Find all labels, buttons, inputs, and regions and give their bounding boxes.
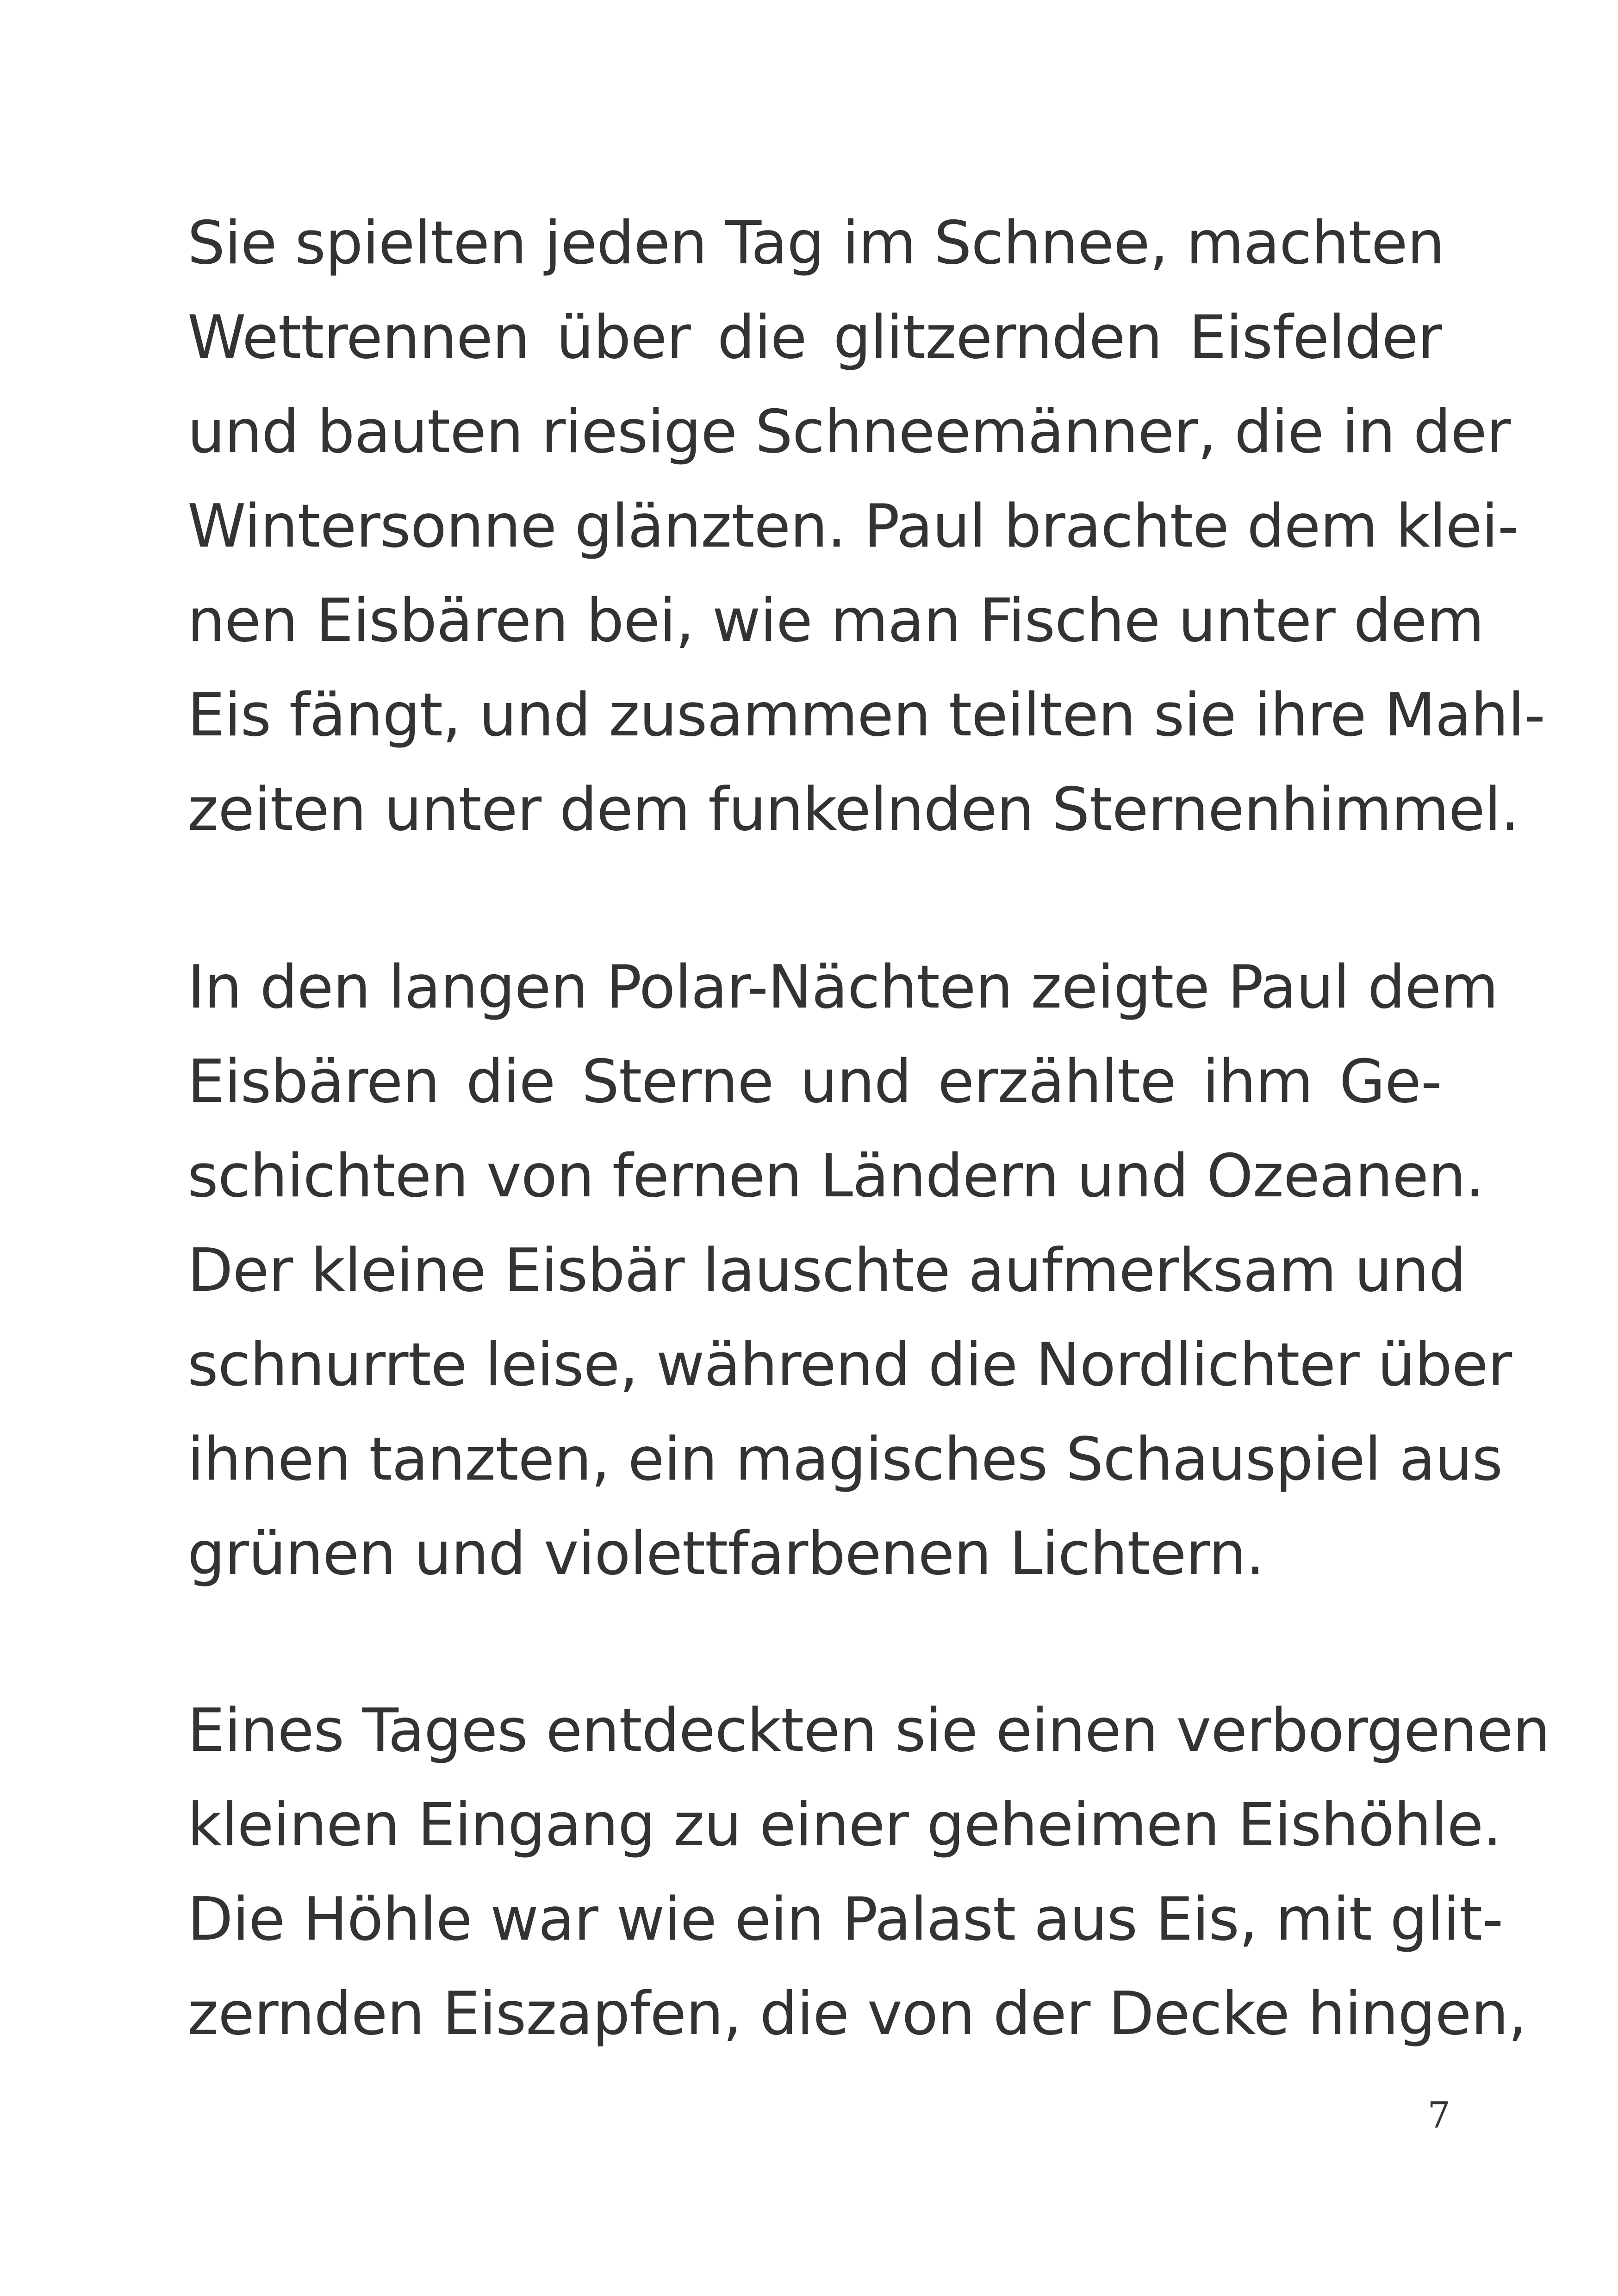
text-line: Die Höhle war wie ein Palast aus Eis, mit glit- <box>187 1885 1503 1954</box>
text-line: Eis fängt, und zusammen teilten sie ihre Mahl- <box>187 681 1545 750</box>
text-line: Eines Tages entdeckten sie einen verborgenen <box>187 1696 1550 1765</box>
text-line: ihnen tanzten, ein magisches Schauspiel aus <box>187 1425 1503 1494</box>
text-line: schnurrte leise, während die Nordlichter über <box>187 1331 1512 1400</box>
text-line: Eisbären die Sterne und erzählte ihm Ge- <box>187 1047 1442 1116</box>
text-line: nen Eisbären bei, wie man Fische unter dem <box>187 586 1484 655</box>
text-line: und bauten riesige Schneemänner, die in der <box>187 398 1511 467</box>
text-line: Wettrennen über die glitzernden Eisfelder <box>187 303 1442 372</box>
text-line: kleinen Eingang zu einer geheimen Eishöhle. <box>187 1791 1501 1860</box>
text-line: zeiten unter dem funkelnden Sternenhimmel. <box>187 775 1519 844</box>
text-line: Wintersonne glänzten. Paul brachte dem klei- <box>187 492 1518 561</box>
text-line: schichten von fernen Ländern und Ozeanen. <box>187 1142 1484 1211</box>
text-line: zernden Eiszapfen, die von der Decke hingen, <box>187 1979 1527 2048</box>
page-number: 7 <box>1427 2095 1450 2136</box>
text-line: In den langen Polar-Nächten zeigte Paul dem <box>187 953 1498 1022</box>
text-line: grünen und violettfarbenen Lichtern. <box>187 1519 1264 1588</box>
text-line: Sie spielten jeden Tag im Schnee, machten <box>187 209 1444 278</box>
text-line: Der kleine Eisbär lauschte aufmerksam und <box>187 1236 1466 1305</box>
